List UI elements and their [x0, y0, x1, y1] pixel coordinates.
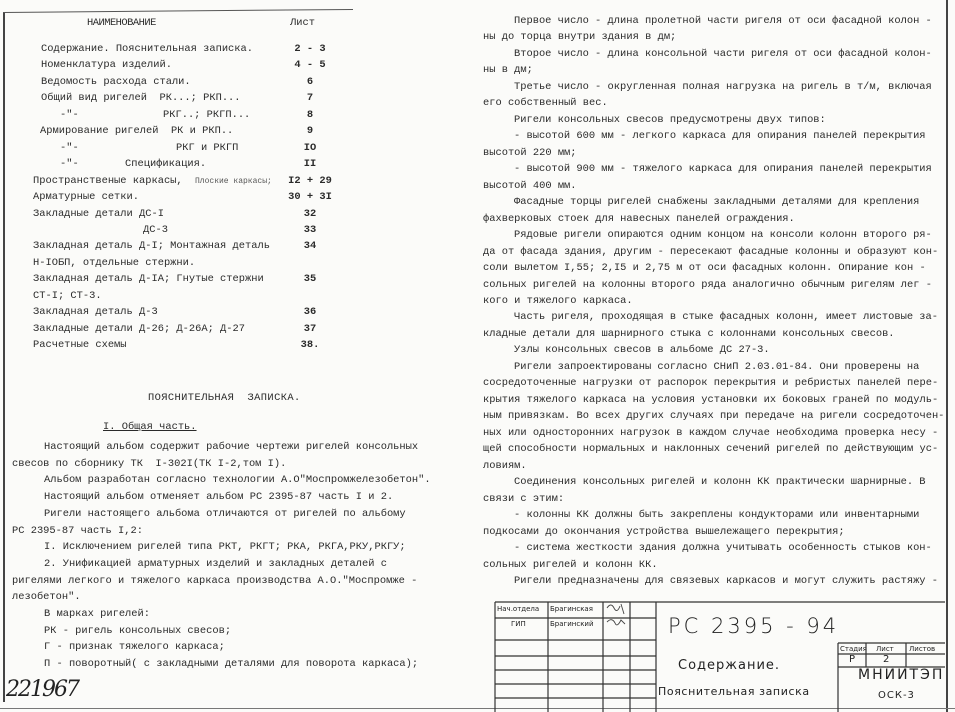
note-line: ны в дм; [483, 64, 533, 77]
note-line: крытия тяжелого каркаса на условия установки их боковых граней по модуль- [483, 393, 939, 406]
note-line: Первое число - длина пролетной части ригеля от оси фасадной колон - [514, 15, 932, 27]
note-line: высотой 220 мм; [483, 146, 577, 159]
note-line: сольных ригелей и колонн КК. [483, 558, 658, 571]
toc-row-sheet: 33 [303, 223, 317, 236]
toc-row-subtitle: Спецификация. [125, 158, 207, 171]
toc-row-sheet: 7 [306, 92, 314, 105]
stamp-stage-label: Стадия [840, 645, 867, 653]
note-line: сосредоточенные нагрузки от распорок перекрытия и ребристых панелей пере- [483, 377, 939, 390]
toc-row-title: Н-IОБП, отдельные стержни. [33, 256, 196, 269]
note-line: РК - ригель консольных свесов; [44, 624, 232, 637]
signature-marks [607, 604, 625, 625]
note-line: связи с этим: [483, 492, 565, 505]
stamp-name-1: Брагинская [550, 605, 593, 613]
toc-row-title: Закладные детали ДС-I [33, 207, 164, 220]
toc-row-subtitle: РКГ..; РКГП... [163, 108, 251, 121]
toc-header-sheet: Лист [290, 17, 315, 29]
stamp-sheet-label: Лист [876, 645, 894, 653]
toc-row-sheet: 37 [303, 322, 317, 335]
toc-row-sheet: 2 - 3 [294, 43, 326, 55]
toc-row-title: Пространственые каркасы, [33, 174, 183, 187]
toc-row-title: Закладная деталь Д-I; Монтажная деталь [33, 240, 270, 253]
note-line: ных или односторонних нагрузок в каждом случае необходима проверка несу - [483, 426, 939, 439]
note-line: Второе число - длина консольной части ригеля от оси фасадной колон- [514, 47, 932, 60]
toc-row-title: Закладные детали Д-26; Д-26А; Д-27 [33, 322, 246, 335]
note-line: кого и тяжелого каркаса. [483, 294, 633, 307]
right-page-border [946, 0, 948, 712]
toc-row-sheet: 38. [300, 339, 320, 352]
note-line: Ригели настоящего альбома отличаются от ригелей по альбому [44, 507, 406, 520]
toc-overstrike-text: Плоские каркасы; [195, 177, 272, 186]
toc-row-title: Содержание. Пояснительная записка. [41, 43, 254, 55]
note-line: - высотой 900 мм - тяжелого каркаса для опирания панелей перекрытия [514, 163, 932, 176]
section-title: I. Общая часть. [103, 421, 197, 433]
title-block-stamp [493, 600, 945, 712]
stamp-sheet: 2 [883, 654, 890, 665]
note-line: Настоящий альбом отменяет альбом РС 2395-87 часть I и 2. [44, 491, 394, 504]
note-line: Ригели предназначены для связевых каркасов и могут служить растяжу - [514, 574, 939, 587]
toc-row-title: -"- [60, 158, 79, 171]
note-line: Альбом разработан согласно технологии А.О"Моспромжелезобетон". [44, 474, 431, 487]
note-line: свесов по сборнику ТК I-302I(ТК I-2,том I). [12, 457, 287, 470]
stamp-title-1: Содержание. [678, 658, 781, 673]
note-line: высотой 400 мм. [483, 179, 577, 192]
stamp-organization: МНИИТЭП [858, 667, 945, 683]
note-title: ПОЯСНИТЕЛЬНАЯ ЗАПИСКА. [148, 392, 301, 404]
note-line: Третье число - округленная полная нагрузка на ригель в т/м, включая [514, 80, 932, 93]
toc-row-sheet: I2 + 29 [288, 174, 332, 187]
toc-row-title: Закладная деталь Д-3 [33, 306, 158, 319]
toc-header-name: НАИМЕНОВАНИЕ [87, 17, 156, 29]
toc-row-title: Номенклатура изделий. [41, 59, 172, 72]
toc-row-sheet: 36 [303, 306, 317, 319]
note-line: кладные детали для шарнирного стыка с колоннами консольных свесов. [483, 327, 895, 340]
note-line: да от фасада здания, другим - пересекают фасадные колонны и образуют кон- [483, 245, 939, 258]
note-line: РС 2395-87 часть I,2: [12, 524, 143, 537]
note-line: Фасадные торцы ригелей снабжены закладными деталями для крепления [514, 196, 920, 209]
note-line: I. Исключением ригелей типа РКТ, РКГТ; РКА, РКГА,РКУ,РКГУ; [44, 541, 406, 554]
toc-row-sheet: 9 [306, 125, 314, 138]
toc-row-title: -"- [60, 108, 79, 121]
toc-row-sheet: II [303, 158, 317, 171]
left-page-border [3, 12, 5, 702]
inventory-number: 221967 [6, 677, 78, 702]
toc-row-title: СТ-I; СТ-3. [33, 289, 102, 302]
stamp-role-2: ГИП [511, 620, 526, 628]
note-line: сольных ригелей на колонны второго ряда аналогично обычным ригелям лег - [483, 278, 932, 291]
toc-row-title: Расчетные схемы [33, 339, 127, 352]
toc-row-title: Арматурные сетки. [33, 191, 140, 204]
toc-row-title: Общий вид ригелей РК...; РКП... [41, 92, 241, 105]
toc-row-title: Закладная деталь Д-IА; Гнутые стержни [33, 273, 264, 286]
note-line: его собственный вес. [483, 97, 608, 110]
stamp-department: ОСК-3 [878, 690, 915, 701]
stamp-doc-code: РС 2395 - 94 [668, 614, 840, 638]
toc-row-subtitle: ДС-3 [143, 223, 168, 236]
note-line: лезобетон". [12, 591, 81, 604]
note-line: щей способности нормальных и наклонных сечений ригелей по действующим ус- [483, 443, 939, 456]
note-line: Рядовые ригели опираются одним концом на консоли колонн второго ря- [514, 229, 932, 242]
toc-row-sheet: 6 [306, 75, 314, 88]
toc-row-sheet: 34 [303, 240, 317, 253]
note-line: ным привязкам. Во всех других случаях при передаче на ригели сосредоточен- [483, 410, 945, 423]
note-line: Ригели запроектированы согласно СНиП 2.03.01-84. Они проверены на [514, 360, 920, 373]
note-line: Г - признак тяжелого каркаса; [44, 641, 225, 654]
note-line: - система жесткости здания должна учитывать особенность стыков кон- [514, 542, 932, 555]
toc-row-sheet: 4 - 5 [294, 59, 326, 72]
note-line: Узлы консольных свесов в альбоме ДС 27-3. [514, 344, 770, 357]
note-line: В марках ригелей: [44, 608, 151, 620]
note-line: Соединения консольных ригелей и колонн КК практически шарнирные. В [514, 476, 926, 489]
toc-row-sheet: 8 [306, 108, 314, 121]
stamp-title-2: Пояснительная записка [658, 685, 810, 698]
stamp-sheets-label: Листов [909, 645, 936, 653]
stamp-stage: Р [849, 654, 856, 665]
toc-row-title: Ведомость расхода стали. [41, 75, 191, 88]
note-line: подкосами до окончания устройства вышележащего перекрытия; [483, 525, 845, 538]
note-line: Часть ригеля, проходящая в стыке фасадных колонн, имеет листовые за- [514, 311, 939, 324]
note-line: Настоящий альбом содержит рабочие чертежи ригелей консольных [44, 441, 419, 453]
note-line: ригелями легкого и тяжелого каркаса производства А.О."Моспромже - [12, 574, 418, 587]
note-line: ны до торца внутри здания в дм; [483, 31, 677, 44]
left-page-top-border [3, 9, 353, 13]
stamp-name-2: Брагинский [550, 620, 594, 628]
stamp-role-1: Нач.отдела [497, 605, 540, 613]
note-line: - высотой 600 мм - легкого каркаса для опирания панелей перекрытия [514, 130, 926, 143]
note-line: ловиям. [483, 459, 527, 472]
toc-row-subtitle: РКГ и РКГП [176, 141, 239, 154]
toc-row-sheet: 32 [303, 207, 317, 220]
toc-row-sheet: IO [303, 141, 317, 154]
note-line: фахверковых стоек для навесных панелей ограждения. [483, 212, 795, 225]
note-line: - колонны КК должны быть закреплены кондукторами или инвентарными [514, 509, 920, 522]
toc-row-title: Армирование ригелей РК и РКП.. [40, 125, 234, 138]
note-line: 2. Унификацией арматурных изделий и закладных деталей с [44, 557, 387, 570]
toc-row-title: -"- [60, 141, 79, 154]
note-line: соли вылетом I,55; 2,I5 и 2,75 м от оси фасадных колонн. Опирание кон - [483, 262, 926, 275]
toc-row-sheet: 35 [303, 273, 317, 286]
toc-row-sheet: 30 + 3I [288, 191, 332, 204]
note-line: П - поворотный( с закладными деталями для поворота каркаса); [44, 658, 419, 671]
note-line: Ригели консольных свесов предусмотрены двух типов: [514, 113, 826, 126]
